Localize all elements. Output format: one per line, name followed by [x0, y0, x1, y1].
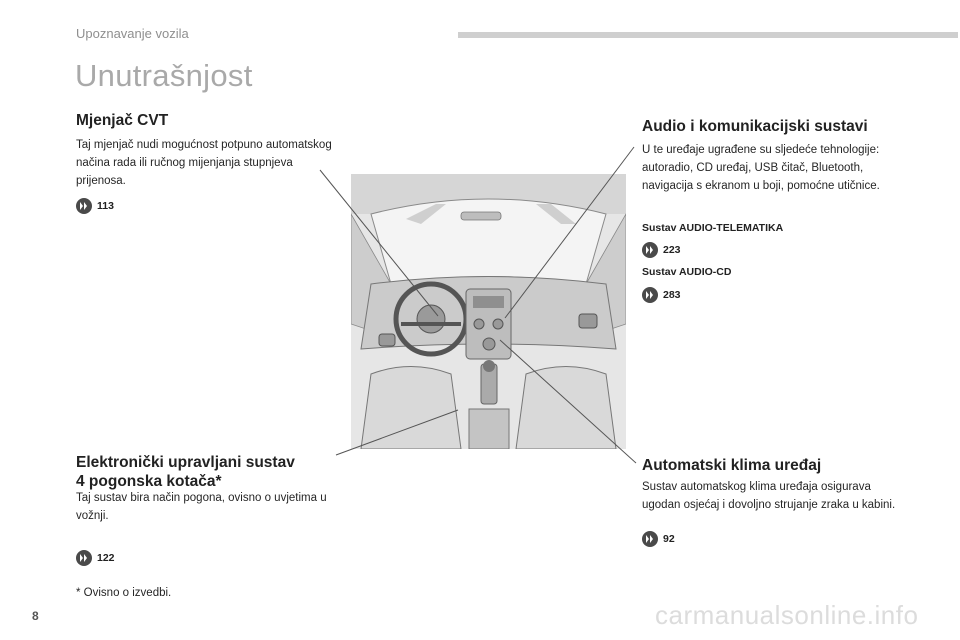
audio-description: U te uređaje ugrađene su sljedeće tehnologije: autoradio, CD uređaj, USB čitač, Bluetooth, navigacija s ekranom u boji, pomoćne utičnice. [642, 144, 880, 192]
telematika-page-reference[interactable] [642, 242, 681, 258]
page-reference-icon [76, 550, 92, 566]
page-title: Unutrašnjost [75, 58, 253, 93]
cvt-description: Taj mjenjač nudi mogućnost potpuno automatskog načina rada ili ručnog mijenjanja stupnjeva prijenosa. [76, 139, 332, 187]
section-label: Upoznavanje vozila [76, 26, 189, 41]
cvt-heading: Mjenjač CVT [76, 112, 169, 129]
climate-page-reference[interactable] [642, 531, 675, 547]
awd-heading-line1: Elektronički upravljani sustav [76, 454, 295, 471]
audio-cd-page-reference[interactable] [642, 287, 681, 303]
footnote: * Ovisno o izvedbi. [76, 587, 172, 599]
page-reference-icon [76, 198, 92, 214]
page-reference-icon [642, 242, 658, 258]
cvt-page-number: 113 [97, 200, 114, 212]
audio-cd-label: Sustav AUDIO-CD [642, 266, 732, 278]
telematika-page-number: 223 [663, 244, 681, 256]
audio-cd-page-number: 283 [663, 289, 681, 301]
awd-page-reference[interactable] [76, 550, 115, 566]
cvt-page-reference[interactable] [76, 198, 114, 214]
telematika-label: Sustav AUDIO-TELEMATIKA [642, 222, 784, 234]
page-reference-icon [642, 287, 658, 303]
watermark: carmanualsonline.info [655, 600, 919, 630]
climate-heading: Automatski klima uređaj [642, 457, 822, 474]
page-reference-icon [642, 531, 658, 547]
awd-description: Taj sustav bira način pogona, ovisno o uvjetima u vožnji. [76, 492, 327, 522]
awd-page-number: 122 [97, 552, 115, 564]
awd-heading-line2: 4 pogonska kotača* [76, 473, 222, 490]
header-divider [458, 32, 958, 38]
awd-heading [76, 453, 295, 491]
audio-heading: Audio i komunikacijski sustavi [642, 118, 868, 135]
climate-page-number: 92 [663, 533, 675, 545]
climate-description: Sustav automatskog klima uređaja osigurava ugodan osjećaj i dovoljno strujanje zraka u kabini. [642, 481, 896, 511]
car-interior-illustration [351, 174, 626, 449]
page-number: 8 [32, 609, 39, 623]
